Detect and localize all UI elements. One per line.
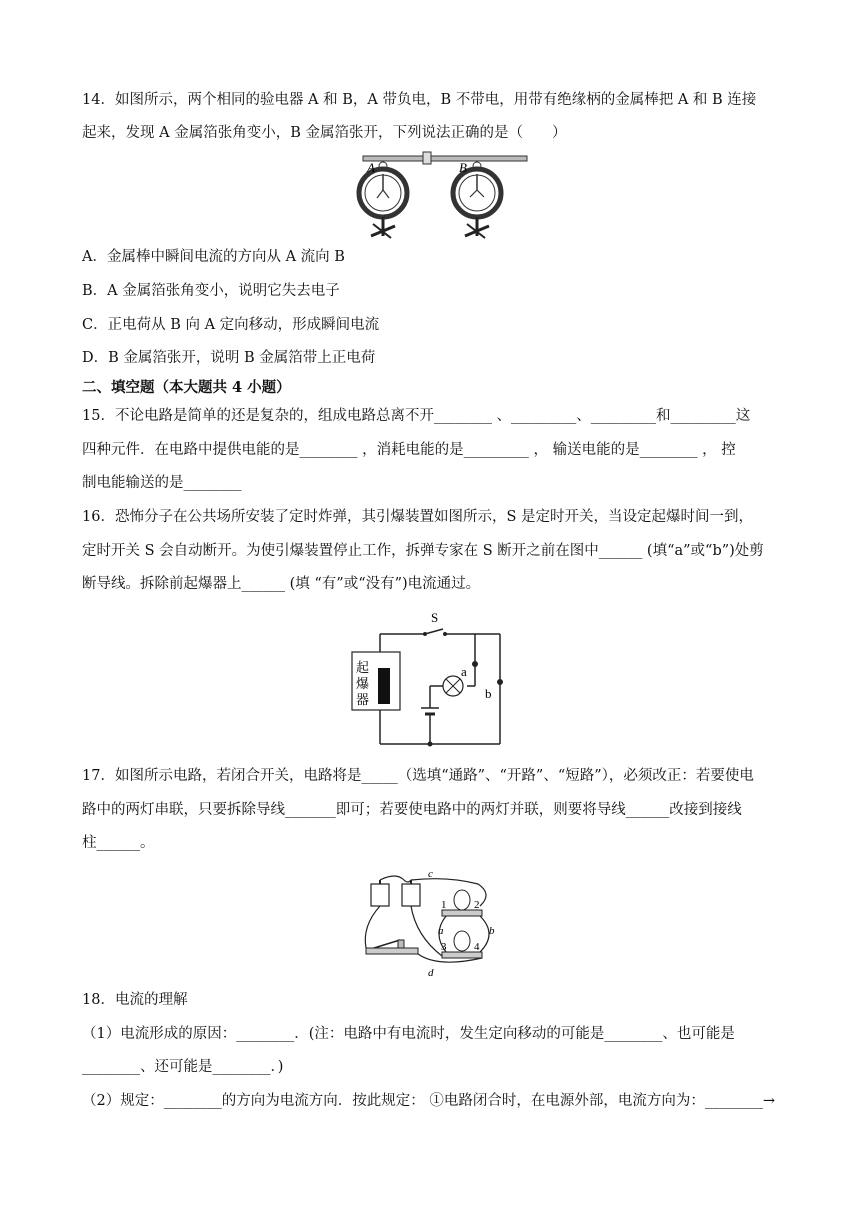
label-b: B bbox=[459, 160, 467, 175]
wire-c-label: c bbox=[428, 868, 433, 880]
q17-line-3: 柱______。 bbox=[82, 835, 155, 851]
electroscope-figure bbox=[355, 150, 535, 242]
q16-line-2: 定时开关 S 会自动断开。为使引爆装置停止工作，拆弹专家在 S 断开之前在图中______ (填“a”或“b”)处剪 bbox=[82, 543, 764, 559]
bomb-circuit-figure bbox=[345, 606, 515, 750]
q14-option-b: B．A 金属箔张角变小，说明它失去电子 bbox=[82, 283, 340, 299]
point-b-label: b bbox=[485, 686, 492, 701]
q15-line-1: 15．不论电路是简单的还是复杂的，组成电路总离不开________ 、_________、_________和_________这 bbox=[82, 408, 751, 424]
q15-line-3: 制电能输送的是________ bbox=[82, 475, 242, 491]
label-a: A bbox=[367, 160, 375, 175]
terminal-2: 2 bbox=[474, 899, 480, 911]
q18-line-3: （2）规定：________的方向为电流方向．按此规定： ①电路闭合时，在电源外部，电流方向为：________→ bbox=[82, 1093, 775, 1109]
q17-line-1: 17．如图所示电路，若闭合开关，电路将是_____（选填“通路”、“开路”、“短路”），必须改正：若要使电 bbox=[82, 768, 754, 784]
two-lamp-circuit-figure bbox=[358, 866, 508, 984]
switch-label: S bbox=[431, 610, 439, 625]
section-title: 二、填空题（本大题共 4 小题） bbox=[82, 379, 291, 396]
q14-option-d: D．B 金属箔张开，说明 B 金属箔带上正电荷 bbox=[82, 350, 376, 366]
q18-line-2: ________、还可能是________．) bbox=[82, 1059, 284, 1075]
q16-line-3: 断导线。拆除前起爆器上______ (填 “有”或“没有”)电流通过。 bbox=[82, 576, 481, 592]
terminal-4: 4 bbox=[474, 941, 480, 953]
electroscope-b bbox=[453, 160, 501, 238]
q14-option-c: C．正电荷从 B 向 A 定向移动，形成瞬间电流 bbox=[82, 317, 380, 333]
q18-line-1: （1）电流形成的原因：________．(注：电路中有电流时，发生定向移动的可能是________、也可能是 bbox=[82, 1026, 735, 1042]
q16-line-1: 16．恐怖分子在公共场所安装了定时炸弹，其引爆装置如图所示，S 是定时开关，当设定起爆时间一到， bbox=[82, 509, 753, 525]
q14-option-a: A．金属棒中瞬间电流的方向从 A 流向 B bbox=[82, 249, 345, 265]
detonator-char-2: 爆 bbox=[356, 676, 370, 691]
detonator-char-3: 器 bbox=[356, 692, 370, 707]
q17-line-2: 路中的两灯串联，只要拆除导线_______即可；若要使电路中的两灯并联，则要将导线______改接到接线 bbox=[82, 802, 742, 818]
q14-stem-line-2: 起来，发现 A 金属箔张角变小，B 金属箔张开，下列说法正确的是（ ） bbox=[82, 125, 567, 141]
detonator-char-1: 起 bbox=[356, 660, 370, 675]
q14-stem-line-1: 14．如图所示，两个相同的验电器 A 和 B，A 带负电，B 不带电，用带有绝缘柄的金属棒把 A 和 B 连接 bbox=[82, 92, 757, 108]
wire-a-label: a bbox=[438, 925, 444, 937]
point-a-label: a bbox=[461, 664, 467, 679]
terminal-1: 1 bbox=[441, 899, 447, 911]
electroscope-a bbox=[359, 160, 407, 238]
wire-d-label: d bbox=[428, 967, 434, 979]
wire-b-label: b bbox=[489, 925, 495, 937]
terminal-3: 3 bbox=[441, 941, 447, 953]
q15-line-2: 四种元件．在电路中提供电能的是________ ，消耗电能的是_________ ， 输送电能的是________ ， 控 bbox=[82, 442, 736, 458]
q18-title: 18．电流的理解 bbox=[82, 992, 188, 1008]
